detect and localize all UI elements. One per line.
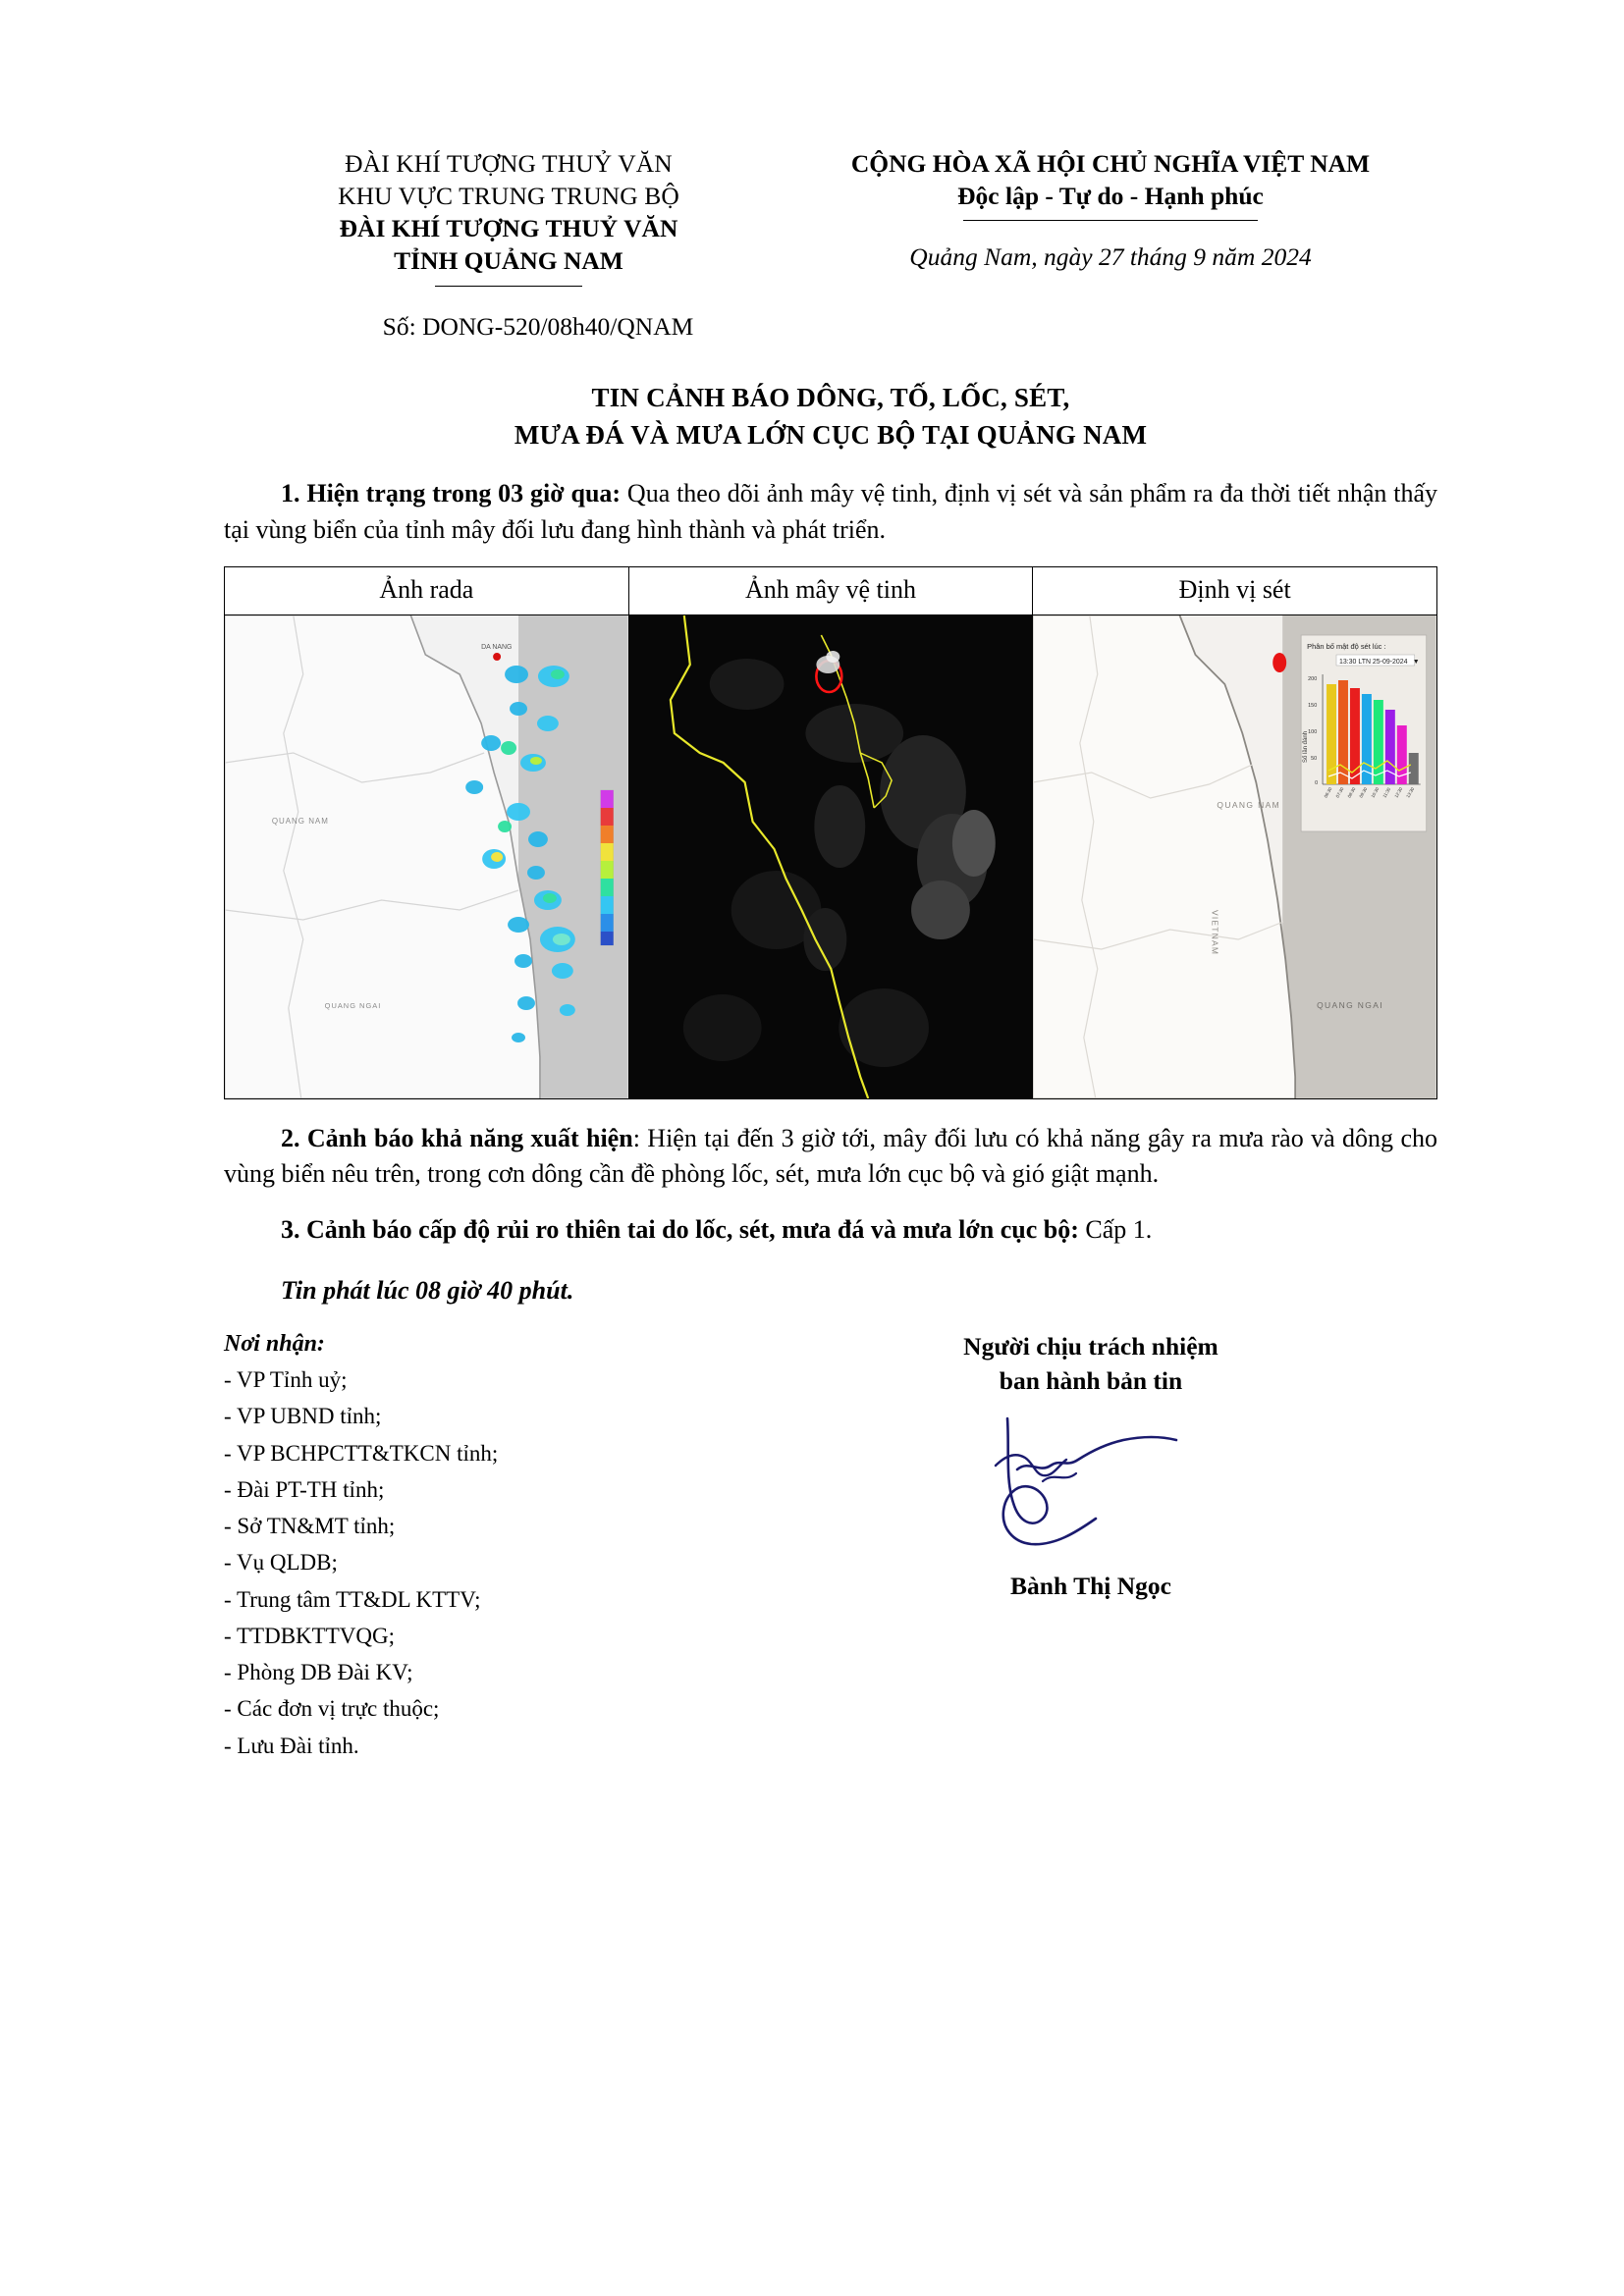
satellite-image: [629, 615, 1033, 1098]
radar-image-cell: [225, 614, 629, 1098]
svg-text:VIETNAM: VIETNAM: [1210, 909, 1220, 955]
recipient-item: - TTDBKTTVQG;: [224, 1623, 395, 1648]
recipient-item: - Trung tâm TT&DL KTTV;: [224, 1586, 481, 1612]
svg-text:11:30: 11:30: [1381, 786, 1392, 799]
national-motto: Độc lập - Tự do - Hạnh phúc: [957, 182, 1264, 211]
recipients-block: [224, 1327, 744, 1764]
svg-text:50: 50: [1311, 755, 1318, 762]
column-header-satellite: Ảnh mây vệ tinh: [628, 566, 1033, 614]
satellite-image-cell: [628, 614, 1033, 1098]
svg-text:QUANG NGAI: QUANG NGAI: [1317, 999, 1384, 1010]
svg-text:12:30: 12:30: [1393, 785, 1404, 799]
document-footer: [224, 1327, 1437, 1764]
section-1-label: 1. Hiện trạng trong 03 giờ qua:: [281, 478, 622, 507]
svg-text:Số lần đánh: Số lần đánh: [1303, 730, 1310, 763]
national-title: CỘNG HÒA XÃ HỘI CHỦ NGHĨA VIỆT NAM: [850, 149, 1371, 178]
svg-text:QUANG NGAI: QUANG NGAI: [324, 1000, 382, 1010]
motto-divider: [963, 220, 1258, 222]
document-content: [224, 147, 1437, 1764]
document-header: [224, 147, 1437, 342]
imagery-table-image-row: [225, 614, 1437, 1098]
svg-text:100: 100: [1308, 728, 1318, 735]
signature-mark: [948, 1409, 1233, 1556]
imagery-table-header-row: [225, 566, 1437, 614]
section-2-paragraph: [224, 1121, 1437, 1194]
recipient-item: - Các đơn vị trực thuộc;: [224, 1696, 440, 1722]
section-3-paragraph: [224, 1212, 1437, 1249]
svg-text:QUANG NAM: QUANG NAM: [271, 816, 329, 826]
recipients-title: Nơi nhận:: [224, 1331, 325, 1358]
svg-text:07:30: 07:30: [1334, 785, 1345, 799]
handwritten-signature: [744, 1409, 1437, 1556]
section-2-label: 2. Cảnh báo khả năng xuất hiện: [281, 1123, 633, 1152]
column-header-radar: Ảnh rada: [225, 566, 629, 614]
column-header-lightning: Định vị sét: [1033, 566, 1437, 614]
lightning-image-cell: [1033, 614, 1437, 1098]
svg-text:06:30: 06:30: [1323, 785, 1333, 799]
svg-text:13:30 LTN 25-09-2024: 13:30 LTN 25-09-2024: [1339, 658, 1408, 666]
issuing-office-block: [224, 147, 784, 342]
signature-title-line-1: Người chịu trách nhiệm: [963, 1332, 1218, 1362]
svg-text:150: 150: [1308, 702, 1318, 709]
svg-text:▼: ▼: [1413, 658, 1420, 666]
signer-name: Bành Thị Ngọc: [1010, 1571, 1171, 1600]
signature-title-line-2: ban hành bản tin: [999, 1366, 1183, 1396]
recipient-item: - VP UBND tỉnh;: [224, 1404, 382, 1429]
section-3-label: 3. Cảnh báo cấp độ rủi ro thiên tai do lốc, sét, mưa đá và mưa lớn cục bộ:: [281, 1215, 1079, 1245]
section-3-text: Cấp 1.: [1078, 1215, 1153, 1245]
recipient-item: - Đài PT-TH tỉnh;: [224, 1476, 385, 1502]
recipient-item: - Lưu Đài tỉnh.: [224, 1733, 359, 1758]
office-bold-line-2: TỈNH QUẢNG NAM: [394, 246, 623, 276]
page-title-line-2: MƯA ĐÁ VÀ MƯA LỚN CỤC BỘ TẠI QUẢNG NAM: [514, 420, 1148, 451]
svg-text:10:30: 10:30: [1370, 785, 1380, 799]
svg-text:08:30: 08:30: [1346, 785, 1357, 799]
section-1-paragraph: [224, 476, 1437, 549]
svg-text:0: 0: [1315, 779, 1319, 786]
radar-image: [225, 615, 628, 1098]
recipient-item: - Phòng DB Đài KV;: [224, 1660, 413, 1685]
office-divider: [435, 286, 582, 288]
recipient-item: - VP BCHPCTT&TKCN tỉnh;: [224, 1440, 499, 1466]
imagery-table: [224, 566, 1437, 1099]
svg-text:13:30: 13:30: [1405, 785, 1416, 799]
section-2-text: : Hiện tại đến 3 giờ tới, mây đối lưu có khả năng gây ra mưa rào và dông cho vùng biển nêu trên, trong cơn dông cần đề phòng lốc, sét, mưa lớn cục bộ và gió giật mạnh.: [224, 1123, 1437, 1189]
place-date-line: Quảng Nam, ngày 27 tháng 9 năm 2024: [909, 242, 1312, 272]
recipient-item: - Sở TN&MT tỉnh;: [224, 1514, 396, 1539]
national-heading-block: [784, 147, 1437, 273]
svg-text:200: 200: [1308, 675, 1318, 682]
document-number: Số: DONG-520/08h40/QNAM: [382, 312, 694, 342]
release-time: Tin phát lúc 08 giờ 40 phút.: [281, 1276, 574, 1306]
signature-block: [744, 1327, 1437, 1764]
lightning-image: [1033, 615, 1436, 1098]
section-1-text: Qua theo dõi ảnh mây vệ tinh, định vị sét và sản phẩm ra đa thời tiết nhận thấy tại vùng biển của tỉnh mây đối lưu đang hình thành và phát triển.: [224, 478, 1437, 544]
svg-text:DA NANG: DA NANG: [481, 643, 513, 651]
recipient-item: - Vụ QLDB;: [224, 1550, 338, 1575]
office-bold-line-1: ĐÀI KHÍ TƯỢNG THUỶ VĂN: [339, 214, 678, 243]
office-line-2: KHU VỰC TRUNG TRUNG BỘ: [338, 182, 679, 211]
page-title: [224, 379, 1437, 454]
page-title-line-1: TIN CẢNH BÁO DÔNG, TỐ, LỐC, SÉT,: [591, 383, 1070, 413]
office-line-1: ĐÀI KHÍ TƯỢNG THUỶ VĂN: [345, 149, 673, 178]
recipient-item: - VP Tỉnh uỷ;: [224, 1367, 348, 1393]
svg-text:09:30: 09:30: [1358, 785, 1369, 799]
svg-text:Phân bố mật độ sét lúc :: Phân bố mật độ sét lúc :: [1307, 641, 1386, 651]
svg-text:QUANG NAM: QUANG NAM: [1217, 799, 1281, 810]
